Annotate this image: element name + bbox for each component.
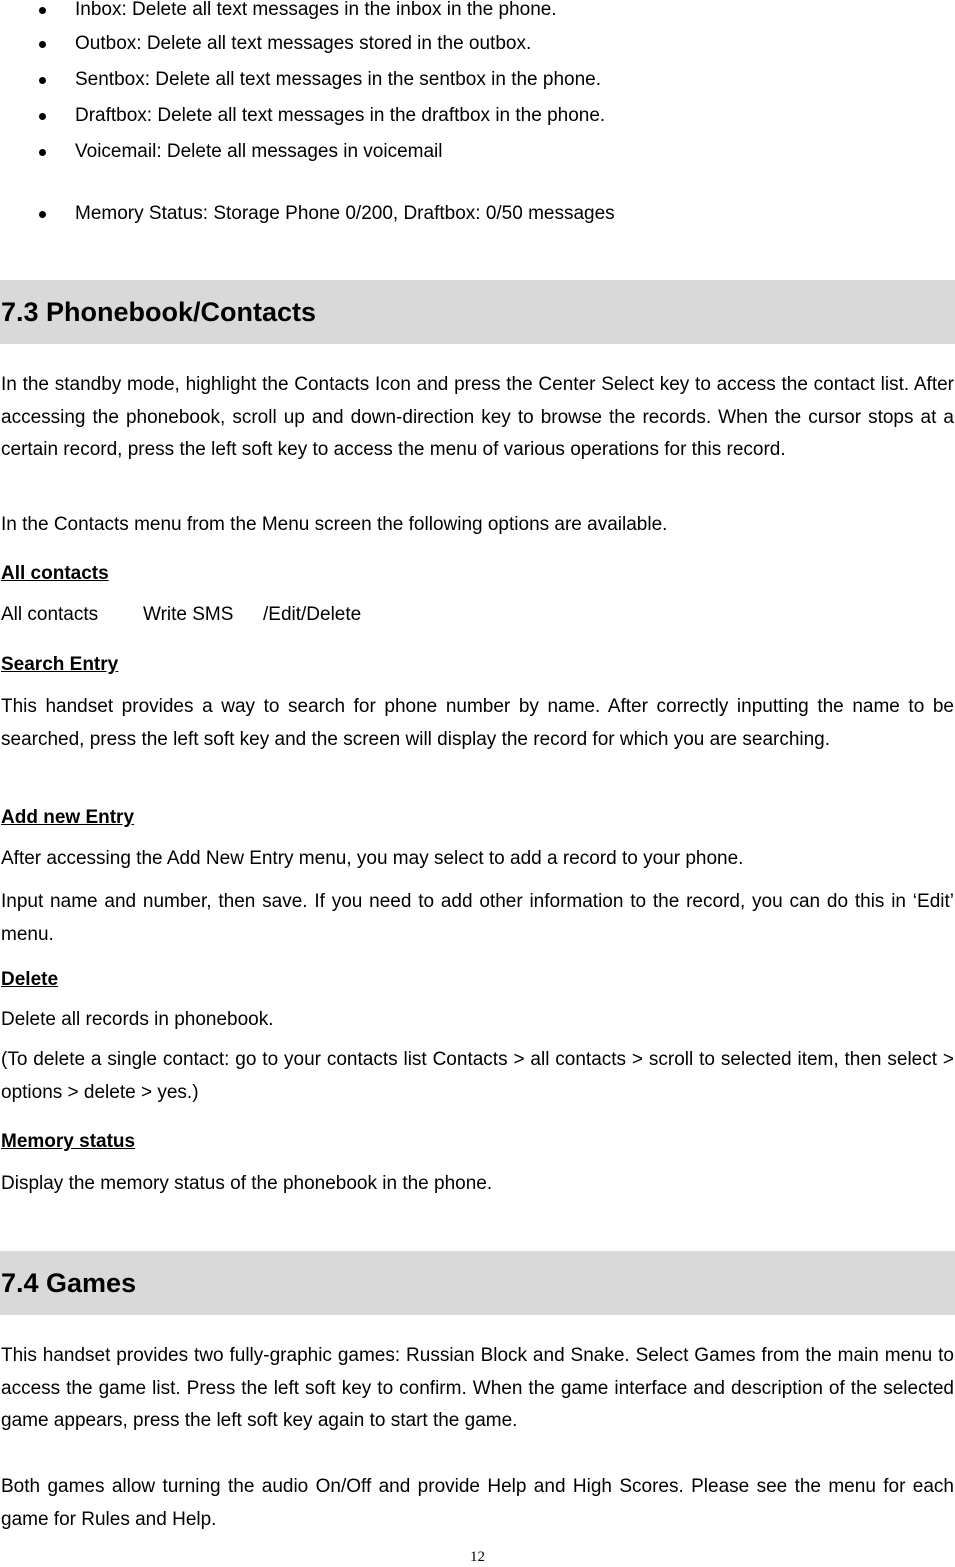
section-title: 7.3 Phonebook/Contacts bbox=[1, 297, 317, 327]
bullet-text: Outbox: Delete all text messages stored in the outbox. bbox=[75, 33, 532, 54]
bullet-text: Memory Status: Storage Phone 0/200, Draftbox: 0/50 messages bbox=[75, 203, 615, 224]
subheading-add-new-entry: Add new Entry bbox=[1, 807, 135, 828]
search-entry-text: This handset provides a way to search for phone number by name. After correctly inputting the name to be searched, press the left soft key and the screen will display the record for which you are searching. bbox=[1, 696, 954, 750]
subheading-delete: Delete bbox=[1, 969, 59, 990]
bullet-dot-icon bbox=[39, 113, 46, 120]
contacts-menu-intro: In the Contacts menu from the Menu screen the following options are available. bbox=[1, 514, 668, 535]
all-contacts-col1: All contacts bbox=[1, 604, 99, 625]
games-text-1: This handset provides two fully-graphic games: Russian Block and Snake. Select Games from the main menu to access the game list. Press the left soft key to confirm. When the game interface and description of the selected game appears, press the left soft key again to start the game. bbox=[1, 1345, 954, 1431]
bullet-text: Voicemail: Delete all messages in voicemail bbox=[75, 141, 443, 162]
phonebook-intro: In the standby mode, highlight the Contacts Icon and press the Center Select key to access the contact list. After accessing the phonebook, scroll up and down-direction key to browse the records. When the cursor stops at a certain record, press the left soft key to access the menu of various operations for this record. bbox=[1, 374, 954, 460]
subheading-memory-status: Memory status bbox=[1, 1131, 136, 1152]
delete-text-2: (To delete a single contact: go to your contacts list Contacts > all contacts > scroll to selected item, then select > options > delete > yes.) bbox=[1, 1049, 954, 1103]
page-number: 12 bbox=[470, 1549, 485, 1565]
bullet-dot-icon bbox=[39, 77, 46, 84]
add-entry-text-2: Input name and number, then save. If you need to add other information to the record, you can do this in ‘Edit’ menu. bbox=[1, 891, 954, 945]
games-text-2: Both games allow turning the audio On/Off and provide Help and High Scores. Please see the menu for each game for Rules and Help. bbox=[1, 1476, 954, 1530]
subheading-search-entry: Search Entry bbox=[1, 654, 119, 675]
bullet-dot-icon bbox=[39, 7, 46, 14]
all-contacts-col2: Write SMS bbox=[143, 604, 234, 625]
bullet-text: Draftbox: Delete all text messages in the draftbox in the phone. bbox=[75, 105, 606, 126]
all-contacts-row bbox=[1, 602, 401, 628]
section-header-phonebook bbox=[0, 280, 955, 344]
section-header-games bbox=[0, 1251, 955, 1315]
delete-text-1: Delete all records in phonebook. bbox=[1, 1009, 274, 1030]
bullet-text: Inbox: Delete all text messages in the inbox in the phone. bbox=[75, 0, 557, 20]
bullet-text: Sentbox: Delete all text messages in the sentbox in the phone. bbox=[75, 69, 601, 90]
memory-status-text: Display the memory status of the phonebook in the phone. bbox=[1, 1173, 493, 1194]
bullet-dot-icon bbox=[39, 211, 46, 218]
bullet-dot-icon bbox=[39, 41, 46, 48]
section-title: 7.4 Games bbox=[1, 1268, 137, 1298]
subheading-all-contacts: All contacts bbox=[1, 563, 109, 584]
add-entry-text-1: After accessing the Add New Entry menu, you may select to add a record to your phone. bbox=[1, 848, 744, 869]
all-contacts-col3: /Edit/Delete bbox=[263, 604, 362, 625]
bullet-dot-icon bbox=[39, 149, 46, 156]
